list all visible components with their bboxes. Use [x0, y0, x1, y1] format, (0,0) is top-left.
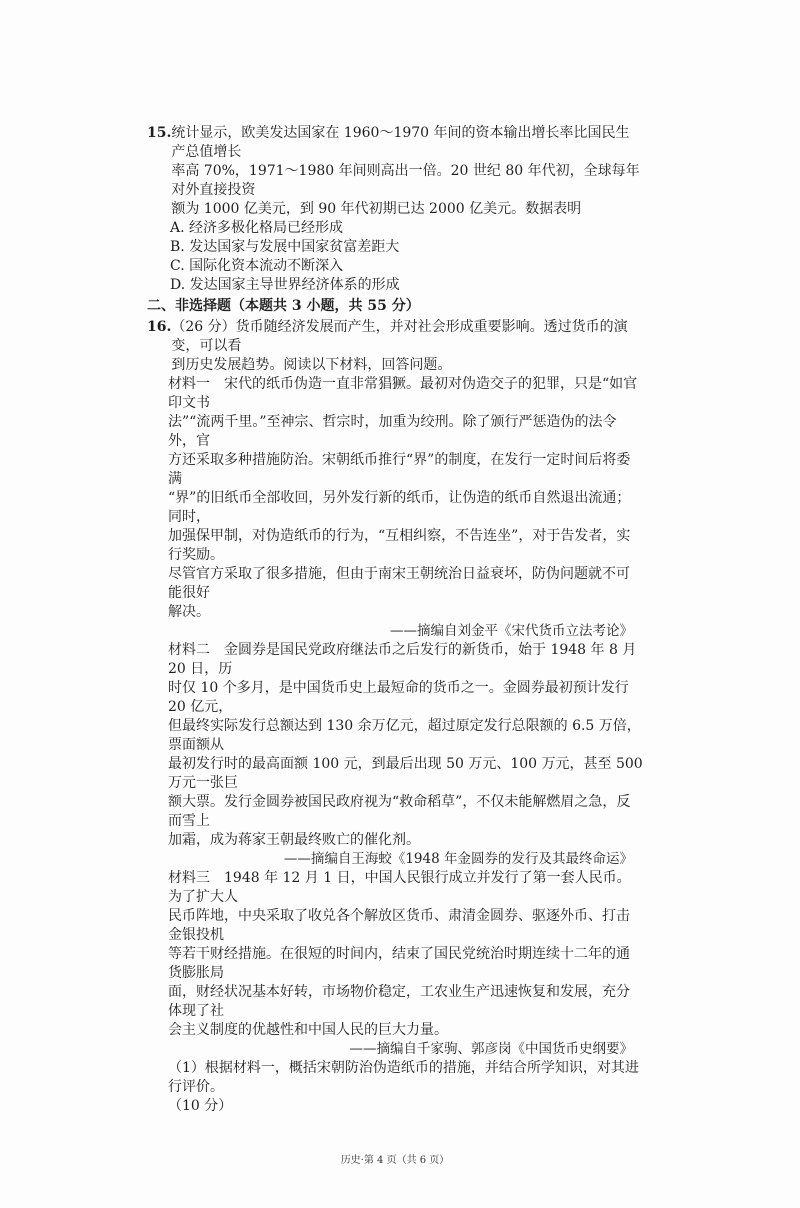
sub-question-1-score: （10 分） — [168, 1098, 233, 1114]
material-3-source: ——摘编自千家驹、郭彦岗《中国货币史纲要》 — [349, 1041, 633, 1057]
option-b: B. 发达国家与发展中国家贫富差距大 — [170, 239, 400, 255]
material-3-line: 会主义制度的优越性和中国人民的巨大力量。 — [168, 1022, 448, 1038]
material-3-line: 材料三 1948 年 12 月 1 日，中国人民银行成立并发行了第一套人民币。为了扩大人 — [168, 870, 631, 905]
material-3-line: 等若干财经措施。在很短的时间内，结束了国民党统治时期连续十二年的通货膨胀局 — [168, 946, 630, 981]
material-1-line: 材料一 宋代的纸币伪造一直非常猖獗。最初对伪造交子的犯罪，只是“如官印文书 — [168, 376, 638, 411]
material-2-source: ——摘编自王海蛟《1948 年金圆券的发行及其最终命运》 — [283, 851, 633, 867]
material-1 — [168, 375, 643, 641]
sub-question-1: （1）根据材料一，概括宋朝防治伪造纸币的措施，并结合所学知识，对其进行评价。 — [168, 1060, 639, 1095]
material-2-line: 加霜，成为蒋家王朝最终败亡的催化剂。 — [168, 832, 420, 848]
option-d: D. 发达国家主导世界经济体系的形成 — [170, 277, 400, 293]
sub-question-1-block — [168, 1059, 643, 1116]
question-16-number: 16. — [147, 319, 172, 335]
material-3-line: 民币阵地，中央采取了收兑各个解放区货币、肃清金圆券、驱逐外币、打击金银投机 — [168, 908, 630, 943]
material-2-line: 额大票。发行金圆券被国民政府视为“救命稻草”，不仅未能解燃眉之急，反而雪上 — [168, 794, 631, 829]
section-heading: 二、非选择题（本题共 3 小题，共 55 分） — [147, 298, 420, 314]
material-1-line: 解决。 — [168, 604, 210, 620]
material-1-line: 加强保甲制，对伪造纸币的行为，“互相纠察，不告连坐”，对于告发者，实行奖励。 — [168, 528, 631, 563]
option-a: A. 经济多极化格局已经形成 — [170, 220, 344, 236]
question-15-body — [171, 124, 643, 219]
question-16-body — [171, 318, 643, 375]
question-16-stem-line: 到历史发展趋势。阅读以下材料，回答问题。 — [171, 357, 452, 373]
material-3 — [168, 869, 643, 1059]
question-15 — [147, 124, 643, 219]
option-c: C. 国际化资本流动不断深入 — [170, 258, 344, 274]
question-16-stem-line: （26 分）货币随经济发展而产生，并对社会形成重要影响。透过货币的演变，可以看 — [171, 319, 628, 354]
material-2 — [168, 641, 643, 869]
material-2-line: 材料二 金圆券是国民党政府继法币之后发行的新货币，始于 1948 年 8 月 20 日，历 — [168, 642, 637, 677]
material-2-line: 时仅 10 个多月，是中国货币史上最短命的货币之一。金圆券最初预计发行 20 亿元， — [168, 680, 629, 715]
question-15-stem-line: 率高 70%，1971～1980 年间则高出一倍。20 世纪 80 年代初，全球每年对外直接投资 — [171, 163, 640, 198]
question-15-stem-line: 统计显示，欧美发达国家在 1960～1970 年间的资本输出增长率比国民生产总值增长 — [171, 125, 630, 160]
material-1-line: 尽管官方采取了很多措施，但由于南宋王朝统治日益衰坏，防伪问题就不可能很好 — [168, 566, 630, 601]
material-1-source: ——摘编自刘金平《宋代货币立法考论》 — [390, 623, 633, 639]
material-1-line: “界”的旧纸币全部收回，另外发行新的纸币，让伪造的纸币自然退出流通；同时， — [168, 490, 631, 525]
material-2-line: 但最终实际发行总额达到 130 余万亿元，超过原定发行总限额的 6.5 万倍，票面额从 — [168, 718, 641, 753]
question-15-number: 15. — [147, 125, 172, 141]
question-15-stem-line: 额为 1000 亿美元，到 90 年代初期已达 2000 亿美元。数据表明 — [171, 201, 582, 217]
material-1-line: 法”“流两千里。”至神宗、哲宗时，加重为绞刑。除了颁行严惩造伪的法令外，官 — [168, 414, 617, 449]
material-1-line: 方还采取多种措施防治。宋朝纸币推行“界”的制度，在发行一定时间后将委满 — [168, 452, 631, 487]
material-3-line: 面，财经状况基本好转，市场物价稳定，工农业生产迅速恢复和发展，充分体现了社 — [168, 984, 630, 1019]
page-footer: 历史·第 4 页（共 6 页） — [340, 1155, 450, 1166]
page-content — [147, 0, 643, 1208]
question-16 — [147, 318, 643, 375]
material-2-line: 最初发行时的最高面额 100 元，到最后出现 50 万元、100 万元，甚至 500 万元一张巨 — [168, 756, 643, 791]
